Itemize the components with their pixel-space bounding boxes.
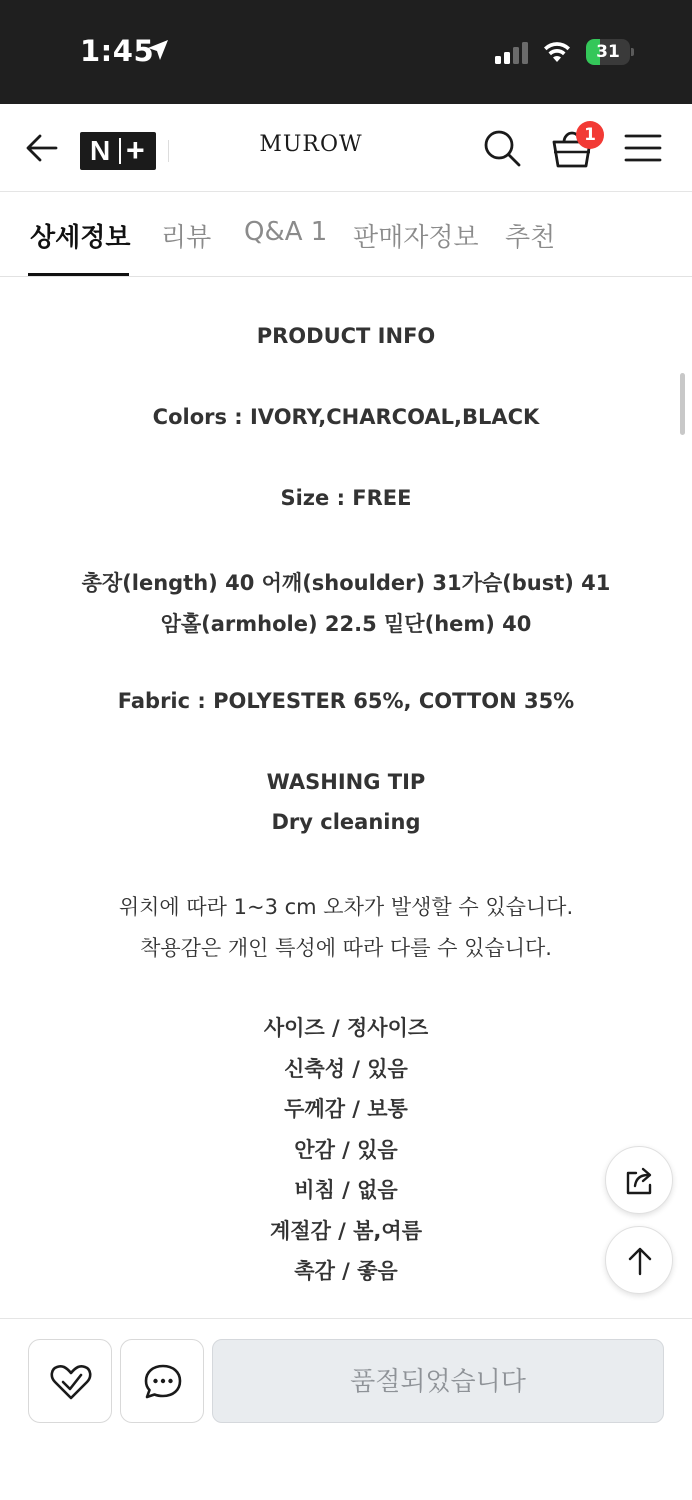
- tab-seller-info[interactable]: 판매자정보: [353, 223, 479, 253]
- attribute-see-through: 비침 / 없음: [294, 1178, 398, 1202]
- nplus-logo[interactable]: [80, 132, 156, 170]
- tab-qna[interactable]: Q&A 1: [244, 217, 328, 247]
- tab-review[interactable]: 리뷰: [161, 223, 212, 253]
- attribute-season: 계절감 / 봄,여름: [270, 1219, 422, 1243]
- share-button[interactable]: [605, 1146, 673, 1214]
- battery-indicator: [586, 39, 634, 65]
- active-tab-indicator: [28, 273, 129, 276]
- product-detail-content: [0, 278, 692, 1318]
- note-line-2: 착용감은 개인 특성에 따라 다를 수 있습니다.: [140, 936, 552, 960]
- arrow-up-icon: [623, 1244, 657, 1278]
- attribute-stretch: 신축성 / 있음: [284, 1057, 408, 1081]
- attribute-size: 사이즈 / 정사이즈: [263, 1016, 429, 1040]
- arrow-left-icon[interactable]: [24, 130, 60, 166]
- status-bar: [0, 0, 692, 104]
- bottom-action-bar: [0, 1318, 692, 1500]
- wishlist-button[interactable]: [28, 1339, 112, 1423]
- location-arrow-icon: [146, 38, 170, 62]
- product-info-heading: PRODUCT INFO: [256, 324, 436, 348]
- fabric-line: Fabric : POLYESTER 65%, COTTON 35%: [117, 689, 575, 713]
- cellular-signal-icon: [495, 42, 531, 64]
- tab-recommend[interactable]: 추천: [505, 223, 556, 253]
- share-icon: [623, 1164, 657, 1198]
- sold-out-button[interactable]: 품절되었습니다: [212, 1339, 664, 1423]
- brand-name[interactable]: MUROW: [259, 132, 363, 157]
- tab-detail[interactable]: 상세정보: [30, 223, 131, 253]
- chat-button[interactable]: [120, 1339, 204, 1423]
- washing-tip-title: WASHING TIP: [266, 770, 426, 794]
- logo-divider: [168, 140, 169, 162]
- search-icon[interactable]: [482, 128, 522, 168]
- colors-line: Colors : IVORY,CHARCOAL,BLACK: [152, 405, 540, 429]
- battery-percent: 31: [596, 42, 620, 62]
- logo-plus-text: +: [126, 132, 145, 168]
- attribute-lining: 안감 / 있음: [294, 1138, 398, 1162]
- wifi-icon: [542, 40, 572, 64]
- heart-check-icon: [49, 1360, 93, 1404]
- logo-n-text: N: [90, 135, 111, 166]
- measurement-line-1: 총장(length) 40 어깨(shoulder) 31가슴(bust) 41: [81, 571, 611, 595]
- hamburger-menu-icon[interactable]: [624, 132, 662, 164]
- size-line: Size : FREE: [280, 486, 412, 510]
- scroll-top-button[interactable]: [605, 1226, 673, 1294]
- washing-tip-value: Dry cleaning: [271, 810, 421, 834]
- product-tabs: [0, 193, 692, 277]
- cart-count-badge: 1: [576, 121, 604, 149]
- status-time: 1:45: [80, 34, 155, 68]
- attribute-thickness: 두께감 / 보통: [284, 1097, 408, 1121]
- note-line-1: 위치에 따라 1~3 cm 오차가 발생할 수 있습니다.: [118, 895, 574, 919]
- measurement-line-2: 암홀(armhole) 22.5 밑단(hem) 40: [160, 612, 532, 636]
- scrollbar[interactable]: [680, 373, 685, 435]
- chat-bubble-icon: [141, 1360, 185, 1404]
- attribute-touch: 촉감 / 좋음: [294, 1259, 398, 1283]
